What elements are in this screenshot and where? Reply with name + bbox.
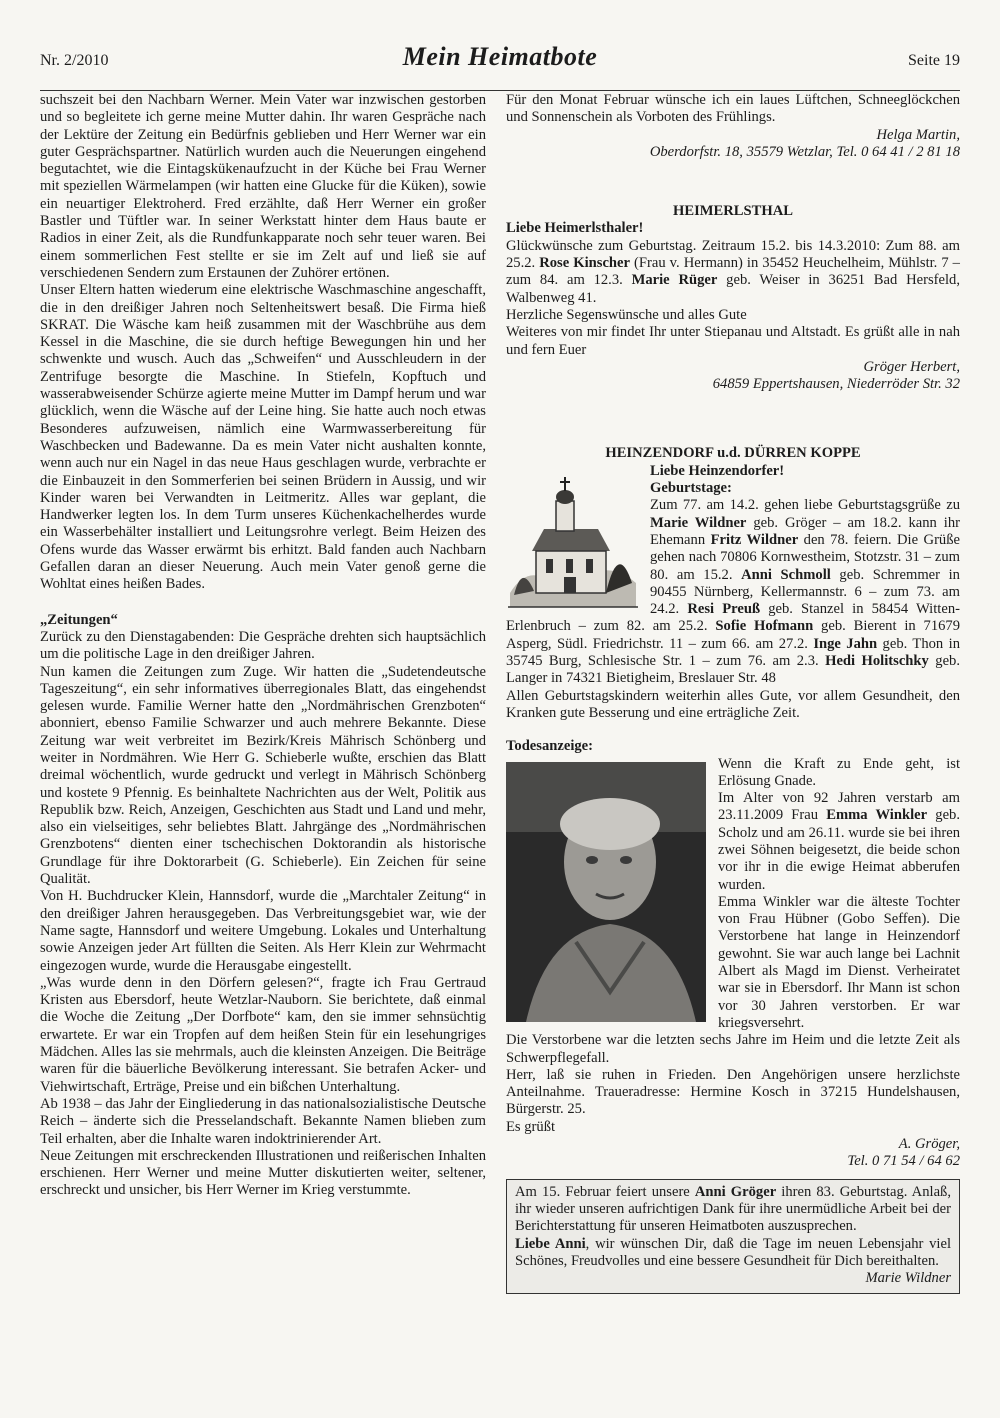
article-paragraph: Nun kamen die Zeitungen zum Zuge. Wir hatten die „Sudetendeutsche Tageszeitung“, ein sehr informatives überregionales Blatt, das eingehendst gelesen wurde. Familie Werner hatte den „Nordmährischen Grenzboten“ abonniert, ebenso Familie Schwarzer und auch mehrere Bekannte. Diese Zeitung war weit verbreitet im Bezirk/Kreis Mährisch Schönberg und weiter in Nordmähren. Wie Herr G. Schieberle wußte, erschien das Blatt dreimal wöchentlich, wurde gedruckt und verlegt in Mährisch Schönberg und kostete 9 Pfennig. Es beinhaltete Nachrichten aus der Welt, Politik aus Republik bzw. Reich, Anzeigen, Geschichten aus Stadt und Land und mehr, also ein vielseitiges, sehr beliebtes Blatt. Jahrgänge des „Nordmährischen Grenzbotens“ dienten einer tschechischen Doktorandin als historische Grundlage für ihre Doktorarbeit (G. Schieberle). Ein Zeichen für seine Qualität. bbox=[40, 663, 486, 888]
issue-number: Nr. 2/2010 bbox=[40, 52, 109, 69]
birthday-paragraph: Glückwünsche zum Geburtstag. Zeitraum 15.2. bis 14.3.2010: Zum 88. am 25.2. Rose Kinscher (Frau v. Hermann) in 35452 Heuchelheim, Mühlstr. 7 – zum 84. am 12.3. Marie Rüger geb. Weiser in 36251 Bad Hersfeld, Walbenweg 41. bbox=[506, 237, 960, 306]
portrait-photo bbox=[506, 762, 706, 1022]
signature-name: Helga Martin, bbox=[876, 126, 960, 143]
obituary-paragraph: Emma Winkler war die älteste Tochter von Frau Hübner (Gobo Seffen). Die Verstorbene hat lange in Heinzendorf gewohnt. Sie war auch lange bei Lachnit Albert als Magd im Dienst. Verheiratet war sie in Ebersdorf. Ihr Mann ist schon vor 30 Jahren verstorben. Er war kriegsversehrt. bbox=[718, 893, 960, 1031]
closing-line: Es grüßt bbox=[506, 1118, 556, 1135]
article-paragraph: Unser Eltern hatten wiederum eine elektrische Waschmaschine angeschafft, die in den dreißiger Jahren noch Seltenheitswert besaß. Die Firma hieß SKRAT. Die Wäsche kam heiß zusammen mit der Waschbrühe aus dem Kessel in die Maschine, die sie durch heftige Bewegungen hin und her schwenkte und wusch. Auch das „Schweifen“ und Ausschleudern in der Zentrifuge besorgte die Maschine. In Stiefeln, Kopftuch und wasserabweisender Schürze agierte meine Mutter im Dampf herum und war glücklich, wenn die Wäsche auf der Leine hing. Sie hatte auch noch etwas Besonderes aufzuweisen, nämlich eine Warmwasserbereitung für Waschbecken und Badewanne. Da es mein Vater nicht aushalten konnte, wenn auch nur ein Nagel in das neue Haus geschlagen wurde, verbrachte er die Einbauzeit in den Sommerferien bei seinen Brüdern in Aussig, und wir Kinder waren bei Verwandten in Leitmeritz. Alles war geplant, die Handwerker legten los. In dem Turm unseres Küchenkachelherdes wurde ein Wasserbehälter installiert und Leitungsrohre verlegt. Beim Heizen des Ofens wurde das Wasser erwärmt bis erhitzt. Bald fanden auch Nachbarn Gefallen daran an dieser Neuerung. Auch mein Vater genoß gerne die Wohltat eines heißen Bades. bbox=[40, 282, 486, 593]
signature-name: Marie Wildner bbox=[865, 1270, 951, 1287]
subheading-birthdays: Geburtstage: bbox=[650, 480, 732, 497]
signature-address: Oberdorfstr. 18, 35579 Wetzlar, Tel. 0 64 41 / 2 81 18 bbox=[649, 143, 960, 160]
person-name: Anni Schmoll bbox=[741, 566, 831, 583]
obituary-paragraph: Die Verstorbene war die letzten sechs Jahre im Heim und die letzte Zeit als Schwerpflegefall. bbox=[506, 1032, 960, 1066]
person-name: Marie Rüger bbox=[631, 272, 718, 289]
person-name: Emma Winkler bbox=[826, 807, 928, 824]
greeting: Liebe Heimerlsthaler! bbox=[506, 220, 644, 237]
section-title-heinzendorf: HEINZENDORF u.d. DÜRREN KOPPE bbox=[605, 445, 861, 462]
article-paragraph: Von H. Buchdrucker Klein, Hannsdorf, wurde die „Marchtaler Zeitung“ in den dreißiger Jahren herausgegeben. Das Verbreitungsgebiet war, wie der Name sagte, Hannsdorf und weitere Umgebung. Lokales und Unterhaltung sowie Anzeigen jeder Art füllten die Seiten. Als Herr Klein zur Wehrmacht eingezogen wurde, wurde die Herausgabe eingestellt. bbox=[40, 888, 486, 974]
intro-paragraph: Für den Monat Februar wünsche ich ein laues Lüftchen, Schneeglöckchen und Sonnenschein als Vorboten des Frühlings. bbox=[506, 92, 960, 126]
article-paragraph: Ab 1938 – das Jahr der Eingliederung in das nationalsozialistische Deutsche Reich – änderte sich die Presselandschaft. Bekannte Namen blieben zum Teil erhalten, aber die Inhalte waren indoktrinierender Art. bbox=[40, 1095, 486, 1147]
person-name: Resi Preuß bbox=[687, 601, 761, 618]
person-name: Inge Jahn bbox=[813, 635, 878, 652]
heinzendorf-section bbox=[506, 463, 960, 722]
person-name: Anni Gröger bbox=[694, 1183, 777, 1200]
left-column bbox=[40, 92, 486, 1200]
section-heading-zeitungen: „Zeitungen“ bbox=[40, 611, 118, 628]
page-header bbox=[40, 40, 960, 91]
obituary bbox=[506, 756, 960, 1171]
signature-phone: Tel. 0 71 54 / 64 62 bbox=[847, 1153, 960, 1170]
birthday-paragraph: Zum 77. am 14.2. gehen liebe Geburtstagsgrüße zu Marie Wildner geb. Gröger – am 18.2. kann ihr Ehemann Fritz Wildner den 78. feiern. Die Grüße gehen nach 70806 Kornwestheim, Stotzstr. 31 – zum 80. am 15.2. Anni Schmoll geb. Schremmer in 90455 Nürnberg, Kellermannstr. 6 – zum 73. am 24.2. Resi Preuß geb. Stanzel in 58454 Witten-Erlenbruch – zum 82. am 25.2. Sofie Hofmann geb. Bierent in 71679 Asperg, Südl. Friedrichstr. 11 – zum 66. am 27.2. Inge Jahn geb. Thon in 35745 Burg, Schlesische Str. 1 – zum 76. am 2.3. Hedi Holitschky geb. Langer in 74321 Bietigheim, Breslauer Str. 48 bbox=[506, 497, 961, 687]
wishes-line: Allen Geburtstagskindern weiterhin alles Gute, vor allem Gesundheit, den Kranken gute Besserung und eine erträgliche Zeit. bbox=[506, 687, 960, 721]
masthead-logo: Mein Heimatbote bbox=[402, 42, 598, 71]
wishes-line: Herzliche Segenswünsche und alles Gute bbox=[506, 306, 747, 323]
obituary-quote: Wenn die Kraft zu Ende geht, ist Erlösung Gnade. bbox=[718, 755, 960, 789]
box-paragraph: Am 15. Februar feiert unsere Anni Gröger ihren 83. Geburtstag. Anlaß, ihr wieder unseren aufrichtigen Dank für ihre unermüdliche Arbeit bei der Berichterstattung für unseren Heimatboten auszusprechen. bbox=[515, 1183, 951, 1235]
closing-line: Weiteres von mir findet Ihr unter Stiepanau und Altstadt. Es grüßt alle in nah und fern Euer bbox=[506, 324, 960, 358]
signature-address: 64859 Eppertshausen, Niederröder Str. 32 bbox=[712, 376, 960, 393]
greeting: Liebe Heinzendorfer! bbox=[650, 462, 785, 479]
person-name: Marie Wildner bbox=[650, 514, 747, 531]
box-greeting: Liebe Anni bbox=[515, 1235, 586, 1252]
signature-name: Gröger Herbert, bbox=[863, 358, 960, 375]
church-illustration bbox=[506, 467, 640, 611]
obituary-paragraph: Im Alter von 92 Jahren verstarb am 23.11.2009 Frau Emma Winkler geb. Scholz und am 26.11. wurde sie bei ihren zwei Söhnen beigesetzt, die beide schon vor ihr in die ewige Heimat abberufen wurden. bbox=[718, 790, 960, 893]
article-paragraph: suchszeit bei den Nachbarn Werner. Mein Vater war inzwischen gestorben und so begleitete ich gerne meine Mutter dahin. Ihr waren Gespräche nach der Lektüre der Zeitung ein Bedürfnis geblieben und Herr Werner war ein guter Gesprächspartner. Natürlich wurden auch die Neuerungen eingehend begutachtet, wie die Eintagskükenaufzucht in der Küche bei Frau Werner mit speziellen Wärmelampen (wir hatten eine Glucke für die Küken), sowie ein neuartiger Elektroherd. Fred erzählte, daß Herr Werner ein großer Bastler und Tüftler war. In seiner Werkstatt hinter dem Haus baute er Radios in einer Zeit, als die Rundfunkapparate noch sehr teuer waren. Bei einem sommerlichen Fest stellte er sie im Zelt auf und ließ sie auf verschiedenen Sendern zum Erstaunen der Zuhörer ertönen. bbox=[40, 92, 486, 281]
obituary-paragraph: Herr, laß sie ruhen in Frieden. Den Angehörigen unsere herzlichste Anteilnahme. Traueradresse: Hermine Kosch in 37215 Hundelshausen, Bürgerstr. 25. bbox=[506, 1066, 960, 1118]
birthday-box bbox=[506, 1179, 960, 1295]
section-title-heimerlsthal: HEIMERLSTHAL bbox=[672, 203, 794, 220]
person-name: Sofie Hofmann bbox=[715, 618, 814, 635]
section-title-todesanzeige: Todesanzeige: bbox=[506, 738, 594, 755]
person-name: Rose Kinscher bbox=[539, 255, 630, 272]
signature-name: A. Gröger, bbox=[898, 1136, 960, 1153]
page-number: Seite 19 bbox=[908, 52, 960, 69]
person-name: Fritz Wildner bbox=[710, 531, 799, 548]
person-name: Hedi Holitschky bbox=[825, 653, 929, 670]
article-paragraph: „Was wurde denn in den Dörfern gelesen?“, fragte ich Frau Gertraud Kristen aus Ebersdorf, heute Wetzlar-Nauborn. Sie berichtete, daß einmal die Woche die Zeitung „Der Dorfbote“ kam, den sie immer sehnsüchtig erwartete. Er war ein Tropfen auf dem heißen Stein für ein lesehungriges Mädchen. Alles las sie mehrmals, auch die kleinsten Anzeigen. Die Beiträge waren für die bäuerliche Bevölkerung interessant. Sie betrafen Acker- und Viehwirtschaft, Erträge, Preise und ein bißchen Unterhaltung. bbox=[40, 974, 486, 1095]
right-column bbox=[506, 92, 960, 1294]
article-paragraph: Neue Zeitungen mit erschreckenden Illustrationen und reißerischen Inhalten erschienen. Herr Werner und meine Mutter diskutierten weiter, seltener, erschreckt und unsicher, bis Herr Werner im Krieg verstummte. bbox=[40, 1147, 486, 1199]
article-paragraph: Zurück zu den Dienstagabenden: Die Gespräche drehten sich hauptsächlich um die politische Lage in den dreißiger Jahren. bbox=[40, 628, 486, 663]
box-paragraph: Liebe Anni, wir wünschen Dir, daß die Tage im neuen Lebensjahr viel Schönes, Freudvolles und eine bessere Gesundheit für Dich bereithalten. bbox=[515, 1235, 952, 1269]
